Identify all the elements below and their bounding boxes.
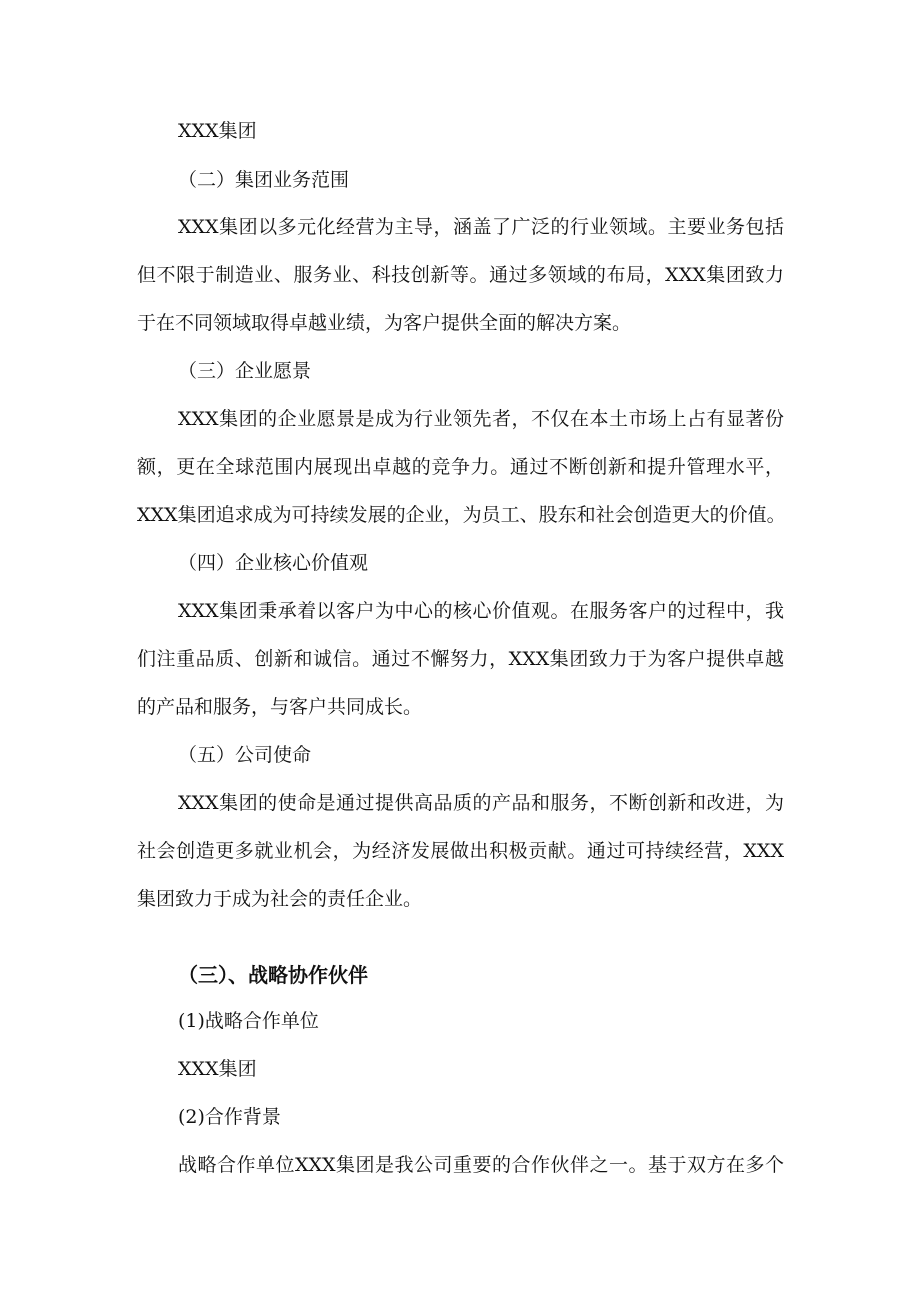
section-heading-vision: （三）企业愿景 <box>178 360 312 382</box>
paragraph-line: 集团致力于成为社会的责任企业。 <box>137 888 423 910</box>
paragraph-line: 战略合作单位XXX集团是我公司重要的合作伙伴之一。基于双方在多个 <box>178 1154 784 1176</box>
section-heading-strategic-partners: （三）、战略协作伙伴 <box>178 963 368 987</box>
section-heading-mission: （五）公司使命 <box>178 744 312 766</box>
section-heading-business-scope: （二）集团业务范围 <box>178 169 350 191</box>
paragraph-line: XXX集团秉承着以客户为中心的核心价值观。在服务客户的过程中，我 <box>178 600 784 622</box>
paragraph-line: 额，更在全球范围内展现出卓越的竞争力。通过不断创新和提升管理水平， <box>137 456 784 478</box>
paragraph-line: 的产品和服务，与客户共同成长。 <box>137 696 423 718</box>
section-heading-core-values: （四）企业核心价值观 <box>178 552 369 574</box>
paragraph-line: 社会创造更多就业机会，为经济发展做出积极贡献。通过可持续经营，XXX <box>137 840 784 862</box>
subheading-cooperation-background: (2)合作背景 <box>178 1106 281 1128</box>
paragraph-line: XXX集团的使命是通过提供高品质的产品和服务，不断创新和改进，为 <box>178 792 784 814</box>
company-name-line: XXX集团 <box>178 1058 257 1080</box>
paragraph-line: XXX集团的企业愿景是成为行业领先者，不仅在本土市场上占有显著份 <box>178 408 784 430</box>
paragraph-line: 于在不同领域取得卓越业绩，为客户提供全面的解决方案。 <box>137 312 632 334</box>
paragraph-line: XXX集团以多元化经营为主导，涵盖了广泛的行业领域。主要业务包括 <box>178 216 784 238</box>
paragraph-line: XXX集团追求成为可持续发展的企业，为员工、股东和社会创造更大的价值。 <box>137 504 786 526</box>
paragraph-line: 但不限于制造业、服务业、科技创新等。通过多领域的布局，XXX集团致力 <box>137 264 784 286</box>
company-name-line: XXX集团 <box>178 120 257 142</box>
subheading-strategic-partner-unit: (1)战略合作单位 <box>178 1010 319 1032</box>
paragraph-line: 们注重品质、创新和诚信。通过不懈努力，XXX集团致力于为客户提供卓越 <box>137 648 784 670</box>
